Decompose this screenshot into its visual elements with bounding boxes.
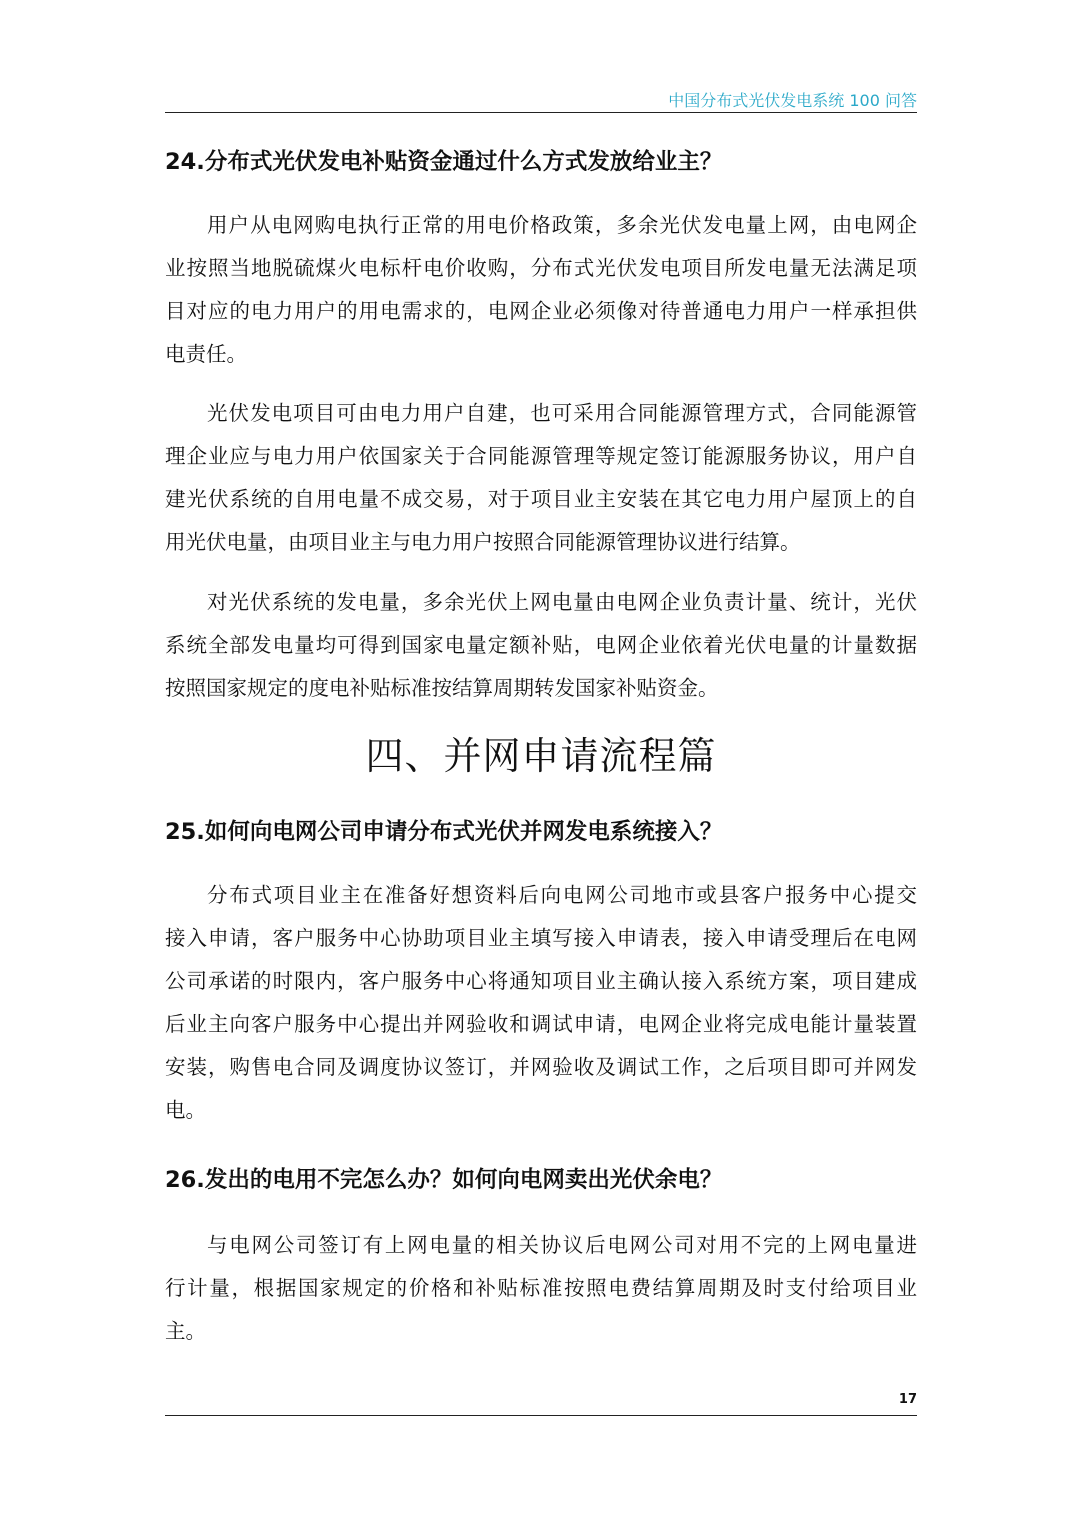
text-line: 后业主向客户服务中心提出并网验收和调试申请，电网企业将完成电能计量装置 xyxy=(165,1012,917,1036)
text-line: 用户从电网购电执行正常的用电价格政策，多余光伏发电量上网，由电网企 xyxy=(207,213,917,237)
text-line: 业按照当地脱硫煤火电标杆电价收购，分布式光伏发电项目所发电量无法满足项 xyxy=(165,256,917,280)
running-header: 中国分布式光伏发电系统 100 问答 xyxy=(668,91,917,110)
text-line: 光伏发电项目可由电力用户自建，也可采用合同能源管理方式，合同能源管 xyxy=(207,401,917,425)
text-line: 电。 xyxy=(165,1098,206,1122)
text-line: 接入申请，客户服务中心协助项目业主填写接入申请表，接入申请受理后在电网 xyxy=(165,926,917,950)
header-rule xyxy=(165,112,917,113)
text-line: 系统全部发电量均可得到国家电量定额补贴，电网企业依着光伏电量的计量数据 xyxy=(165,633,917,657)
q24-paragraph-3 xyxy=(165,581,917,710)
q26-paragraph-1 xyxy=(165,1224,917,1353)
page-number: 17 xyxy=(898,1392,917,1407)
text-line: 主。 xyxy=(165,1319,206,1343)
text-line: 用光伏电量，由项目业主与电力用户按照合同能源管理协议进行结算。 xyxy=(165,530,801,554)
text-line: 与电网公司签订有上网电量的相关协议后电网公司对用不完的上网电量进 xyxy=(207,1233,917,1257)
text-line: 理企业应与电力用户依国家关于合同能源管理等规定签订能源服务协议，用户自 xyxy=(165,444,917,468)
question-25-heading: 25.如何向电网公司申请分布式光伏并网发电系统接入？ xyxy=(165,819,723,845)
text-line: 公司承诺的时限内，客户服务中心将通知项目业主确认接入系统方案，项目建成 xyxy=(165,969,917,993)
text-line: 目对应的电力用户的用电需求的，电网企业必须像对待普通电力用户一样承担供 xyxy=(165,299,917,323)
q25-paragraph-1 xyxy=(165,874,917,1132)
text-line: 安装，购售电合同及调度协议签订，并网验收及调试工作，之后项目即可并网发 xyxy=(165,1055,917,1079)
text-line: 分布式项目业主在准备好想资料后向电网公司地市或县客户报务中心提交 xyxy=(207,883,917,907)
footer-rule xyxy=(165,1415,917,1416)
text-line: 按照国家规定的度电补贴标准按结算周期转发国家补贴资金。 xyxy=(165,676,719,700)
chapter-title: 四、并网申请流程篇 xyxy=(365,734,717,778)
q24-paragraph-1 xyxy=(165,204,917,376)
text-line: 电责任。 xyxy=(165,342,247,366)
question-26-heading: 26.发出的电用不完怎么办？如何向电网卖出光伏余电？ xyxy=(165,1167,723,1193)
question-24-heading: 24.分布式光伏发电补贴资金通过什么方式发放给业主？ xyxy=(165,149,723,175)
text-line: 建光伏系统的自用电量不成交易，对于项目业主安装在其它电力用户屋顶上的自 xyxy=(165,487,917,511)
text-line: 对光伏系统的发电量，多余光伏上网电量由电网企业负责计量、统计，光伏 xyxy=(207,590,917,614)
q24-paragraph-2 xyxy=(165,392,917,564)
text-line: 行计量，根据国家规定的价格和补贴标准按照电费结算周期及时支付给项目业 xyxy=(165,1276,917,1300)
